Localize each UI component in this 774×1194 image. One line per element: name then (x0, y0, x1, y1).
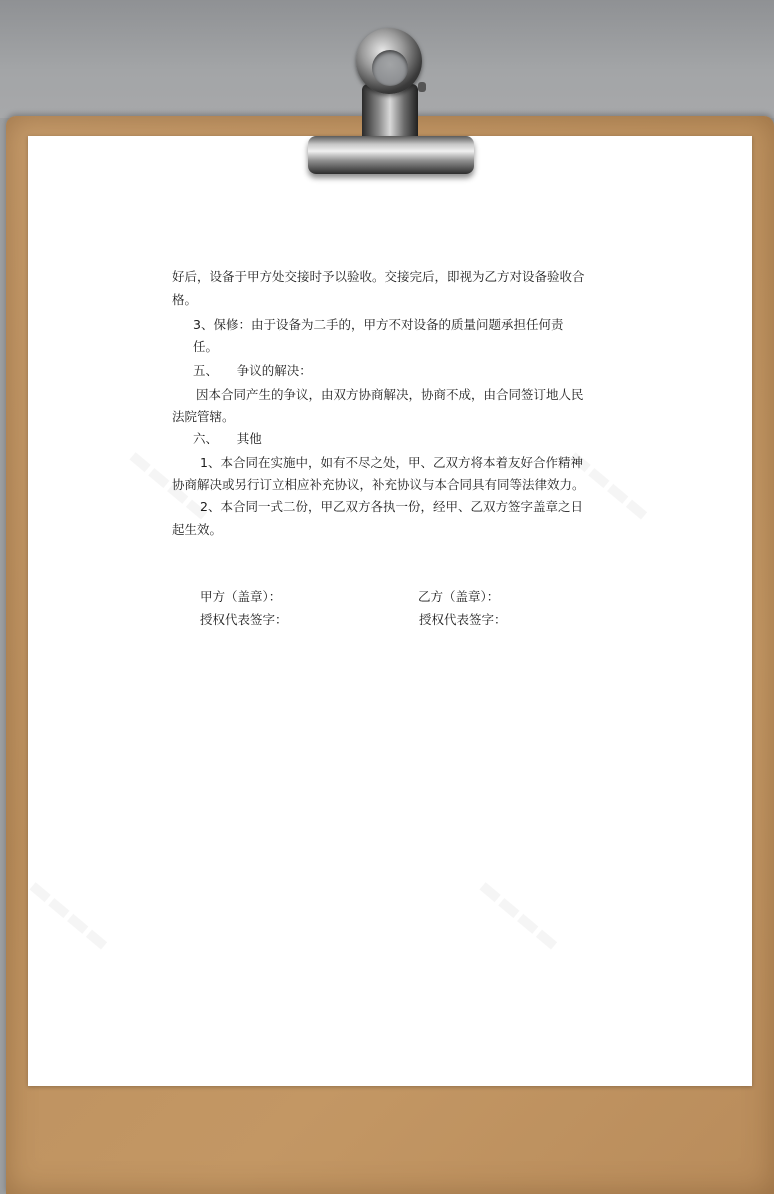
text-line: 2、本合同一式二份，甲乙双方各执一份，经甲、乙双方签字盖章之日 (200, 499, 583, 514)
text-line: 好后，设备于甲方处交接时予以验收。交接完后，即视为乙方对设备验收合 (172, 269, 585, 284)
clip-pin (418, 82, 426, 92)
section-heading: 五、 争议的解决： (193, 363, 312, 378)
text-line: 起生效。 (172, 522, 223, 537)
party-b-seal-label: 乙方（盖章）： (418, 589, 500, 604)
clip-ring-hole (372, 50, 408, 86)
text-line: 1、本合同在实施中，如有不尽之处，甲、乙双方将本着友好合作精神 (200, 455, 583, 470)
party-a-seal-label: 甲方（盖章）： (200, 589, 282, 604)
clip-base (308, 136, 474, 174)
text-line: 格。 (172, 292, 198, 307)
text-line: 法院管辖。 (172, 409, 235, 424)
section-heading: 六、 其他 (193, 431, 262, 446)
text-line: 因本合同产生的争议，由双方协商解决，协商不成，由合同签订地人民 (196, 387, 584, 402)
party-b-rep-label: 授权代表签字： (419, 612, 507, 627)
text-line: 3、保修：由于设备为二手的，甲方不对设备的质量问题承担任何责 (193, 317, 564, 332)
party-a-rep-label: 授权代表签字： (200, 612, 288, 627)
text-line: 任。 (193, 339, 219, 354)
text-line: 协商解决或另行订立相应补充协议，补充协议与本合同具有同等法律效力。 (172, 477, 585, 492)
